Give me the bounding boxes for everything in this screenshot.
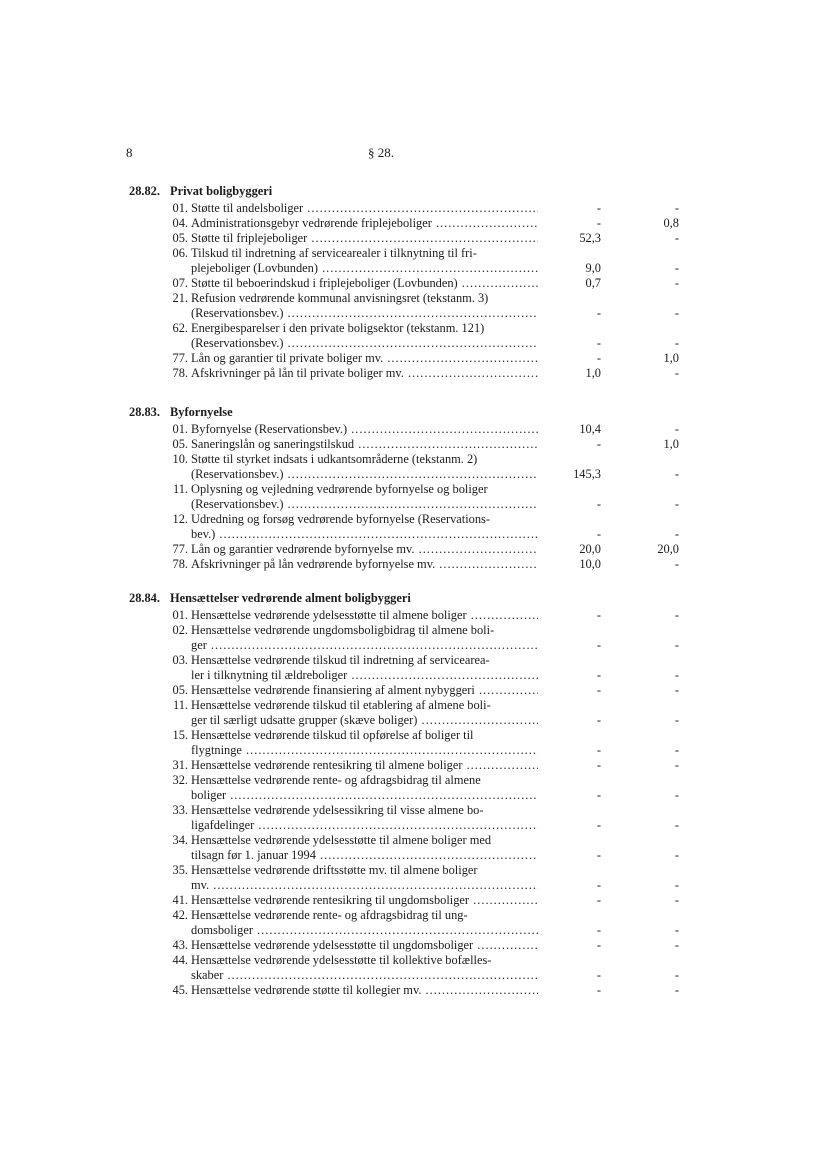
value-column-2: - [674,848,679,862]
budget-line-item [166,953,538,983]
value-column-1: - [596,938,601,952]
account-number: 78. [172,557,188,571]
value-column-1: - [596,527,601,541]
account-number: 21. [172,291,188,305]
item-text: plejeboliger (Lovbunden) ..... [191,261,538,276]
value-column-1: - [596,713,601,727]
item-text: Oplysning og vejledning vedrørende byfornyelse og boliger [191,482,488,496]
item-text: Hensættelse vedrørende rente- og afdragsbidrag til almene [191,773,481,787]
value-column-1: - [596,788,601,802]
item-text: Tilskud til indretning af servicearealer i tilknytning til fri- [191,246,477,260]
value-column-2: - [674,422,679,436]
value-column-2: - [674,366,679,380]
value-column-2: - [674,938,679,952]
item-text: Udredning og forsøg vedrørende byfornyelse (Reservations- [191,512,491,526]
item-text: Saneringslån og saneringstilskud ..... [191,437,538,452]
account-number: 42. [172,908,188,922]
account-number: 01. [172,422,188,436]
item-text: Hensættelse vedrørende ydelsessikring til visse almene bo- [191,803,484,817]
item-text: boliger ..... [191,788,538,803]
account-number: 05. [172,683,188,697]
value-column-2: 20,0 [657,542,679,556]
budget-line-item [166,803,538,833]
value-column-2: - [674,557,679,571]
section-title: Hensættelser vedrørende alment boligbyggeri [170,591,411,605]
item-text: Byfornyelse (Reservationsbev.) ..... [191,422,538,437]
account-number: 05. [172,231,188,245]
item-text: Hensættelse vedrørende driftsstøtte mv. til almene boliger [191,863,478,877]
value-column-2: - [674,638,679,652]
account-number: 35. [172,863,188,877]
value-column-2: - [674,743,679,757]
item-text: Hensættelse vedrørende tilskud til opførelse af boliger til [191,728,474,742]
item-text: Hensættelse vedrørende finansiering af alment nybyggeri ..... [191,683,538,698]
budget-line-item [166,623,538,653]
budget-line-item [166,983,538,998]
item-text: (Reservationsbev.) ..... [191,467,538,482]
budget-line-item [166,291,538,321]
account-number: 11. [172,698,188,712]
value-column-2: - [674,261,679,275]
budget-line-item [166,833,538,863]
value-column-2: - [674,983,679,997]
value-column-1: - [596,968,601,982]
value-column-1: 145,3 [573,467,601,481]
account-number: 04. [172,216,188,230]
item-text: ligafdelinger ..... [191,818,538,833]
budget-line-item [166,246,538,276]
value-column-1: - [596,848,601,862]
account-number: 77. [172,542,188,556]
item-text: mv. ..... [191,878,538,893]
budget-line-item [166,653,538,683]
item-text: Hensættelse vedrørende ungdomsboligbidrag til almene boli- [191,623,495,637]
budget-line-item [166,908,538,938]
budget-line-item [166,321,538,351]
value-column-1: 20,0 [579,542,601,556]
budget-line-item [166,758,538,773]
value-column-1: - [596,336,601,350]
budget-line-item [166,437,538,452]
budget-line-item [166,542,538,557]
value-column-1: 52,3 [579,231,601,245]
value-column-2: - [674,231,679,245]
value-column-1: 0,7 [585,276,601,290]
item-text: Hensættelse vedrørende rentesikring til almene boliger ..... [191,758,538,773]
account-number: 01. [172,201,188,215]
value-column-1: 1,0 [585,366,601,380]
item-text: Støtte til styrket indsats i udkantsområderne (tekstanm. 2) [191,452,478,466]
item-text: Hensættelse vedrørende ydelsesstøtte til kollektive bofælles- [191,953,492,967]
account-number: 01. [172,608,188,622]
account-number: 02. [172,623,188,637]
item-text: domsboliger ..... [191,923,538,938]
value-column-1: - [596,306,601,320]
budget-line-item [166,773,538,803]
value-column-1: - [596,683,601,697]
account-number: 03. [172,653,188,667]
item-text: bev.) ..... [191,527,538,542]
value-column-2: - [674,608,679,622]
section-code: 28.84. [129,591,160,605]
item-text: Støtte til beboerindskud i friplejeboliger (Lovbunden) ..... [191,276,538,291]
value-column-1: - [596,608,601,622]
account-number: 32. [172,773,188,787]
value-column-1: - [596,201,601,215]
item-text: Refusion vedrørende kommunal anvisningsret (tekstanm. 3) [191,291,489,305]
account-number: 06. [172,246,188,260]
value-column-2: - [674,497,679,511]
account-number: 31. [172,758,188,772]
account-number: 77. [172,351,188,365]
value-column-2: - [674,668,679,682]
value-column-2: - [674,893,679,907]
account-number: 05. [172,437,188,451]
value-column-1: - [596,818,601,832]
budget-line-item [166,728,538,758]
budget-line-item [166,557,538,572]
budget-line-item [166,276,538,291]
item-text: Hensættelse vedrørende tilskud til indretning af servicearea- [191,653,490,667]
item-text: Støtte til andelsboliger ..... [191,201,538,216]
value-column-2: - [674,683,679,697]
account-number: 10. [172,452,188,466]
item-text: Hensættelse vedrørende tilskud til etablering af almene boli- [191,698,491,712]
budget-line-item [166,863,538,893]
value-column-1: - [596,923,601,937]
value-column-2: - [674,201,679,215]
item-text: ger til særligt udsatte grupper (skæve boliger) ..... [191,713,538,728]
value-column-1: - [596,668,601,682]
value-column-2: - [674,788,679,802]
value-column-2: 1,0 [663,351,679,365]
account-number: 43. [172,938,188,952]
value-column-2: - [674,336,679,350]
account-number: 34. [172,833,188,847]
value-column-2: - [674,527,679,541]
section-title: Byfornyelse [170,405,233,419]
section-code: 28.83. [129,405,160,419]
item-text: Afskrivninger på lån til private boliger mv. ..... [191,366,538,381]
budget-line-item [166,482,538,512]
value-column-1: 10,4 [579,422,601,436]
section-title: Privat boligbyggeri [170,184,273,198]
item-text: Lån og garantier vedrørende byfornyelse mv. ..... [191,542,538,557]
item-text: Hensættelse vedrørende ydelsesstøtte til almene boliger med [191,833,492,847]
budget-line-item [166,231,538,246]
value-column-1: - [596,878,601,892]
value-column-2: - [674,818,679,832]
item-text: Administrationsgebyr vedrørende friplejeboliger ..... [191,216,538,231]
value-column-1: 10,0 [579,557,601,571]
value-column-2: - [674,923,679,937]
account-number: 12. [172,512,188,526]
value-column-2: - [674,758,679,772]
item-text: flygtninge ..... [191,743,538,758]
item-text: Hensættelse vedrørende ydelsesstøtte til ungdomsboliger ..... [191,938,538,953]
value-column-2: 1,0 [663,437,679,451]
account-number: 45. [172,983,188,997]
value-column-1: - [596,351,601,365]
item-text: Afskrivninger på lån vedrørende byfornyelse mv. ..... [191,557,538,572]
budget-line-item [166,938,538,953]
item-text: ger ..... [191,638,538,653]
value-column-1: - [596,437,601,451]
value-column-2: - [674,276,679,290]
item-text: ler i tilknytning til ældreboliger ..... [191,668,538,683]
value-column-2: 0,8 [663,216,679,230]
budget-line-item [166,366,538,381]
budget-line-item [166,512,538,542]
value-column-1: - [596,983,601,997]
value-column-1: - [596,743,601,757]
value-column-1: - [596,758,601,772]
value-column-1: - [596,216,601,230]
item-text: skaber ..... [191,968,538,983]
item-text: Hensættelse vedrørende rente- og afdragsbidrag til ung- [191,908,468,922]
item-text: Hensættelse vedrørende ydelsesstøtte til almene boliger ..... [191,608,538,623]
item-text: Energibesparelser i den private boligsektor (tekstanm. 121) [191,321,485,335]
item-text: Hensættelse vedrørende rentesikring til ungdomsboliger ..... [191,893,538,908]
item-text: Lån og garantier til private boliger mv. ..... [191,351,538,366]
budget-line-item [166,201,538,216]
budget-line-item [166,452,538,482]
item-text: (Reservationsbev.) ..... [191,336,538,351]
item-text: Hensættelse vedrørende støtte til kollegier mv. ..... [191,983,538,998]
budget-line-item [166,422,538,437]
value-column-2: - [674,878,679,892]
value-column-1: - [596,638,601,652]
budget-line-item [166,683,538,698]
item-text: Støtte til friplejeboliger ..... [191,231,538,246]
budget-line-item [166,216,538,231]
budget-line-item [166,608,538,623]
account-number: 15. [172,728,188,742]
page-number: 8 [126,145,133,160]
account-number: 11. [172,482,188,496]
item-text: tilsagn før 1. januar 1994 ..... [191,848,538,863]
value-column-2: - [674,713,679,727]
account-number: 78. [172,366,188,380]
value-column-1: - [596,893,601,907]
budget-line-item [166,351,538,366]
budget-line-item [166,893,538,908]
item-text: (Reservationsbev.) ..... [191,497,538,512]
value-column-1: 9,0 [585,261,601,275]
budget-line-item [166,698,538,728]
account-number: 62. [172,321,188,335]
value-column-2: - [674,968,679,982]
account-number: 41. [172,893,188,907]
value-column-2: - [674,306,679,320]
item-text: (Reservationsbev.) ..... [191,306,538,321]
account-number: 33. [172,803,188,817]
account-number: 07. [172,276,188,290]
value-column-1: - [596,497,601,511]
value-column-2: - [674,467,679,481]
section-code: 28.82. [129,184,160,198]
paragraph-header: § 28. [368,145,394,160]
account-number: 44. [172,953,188,967]
